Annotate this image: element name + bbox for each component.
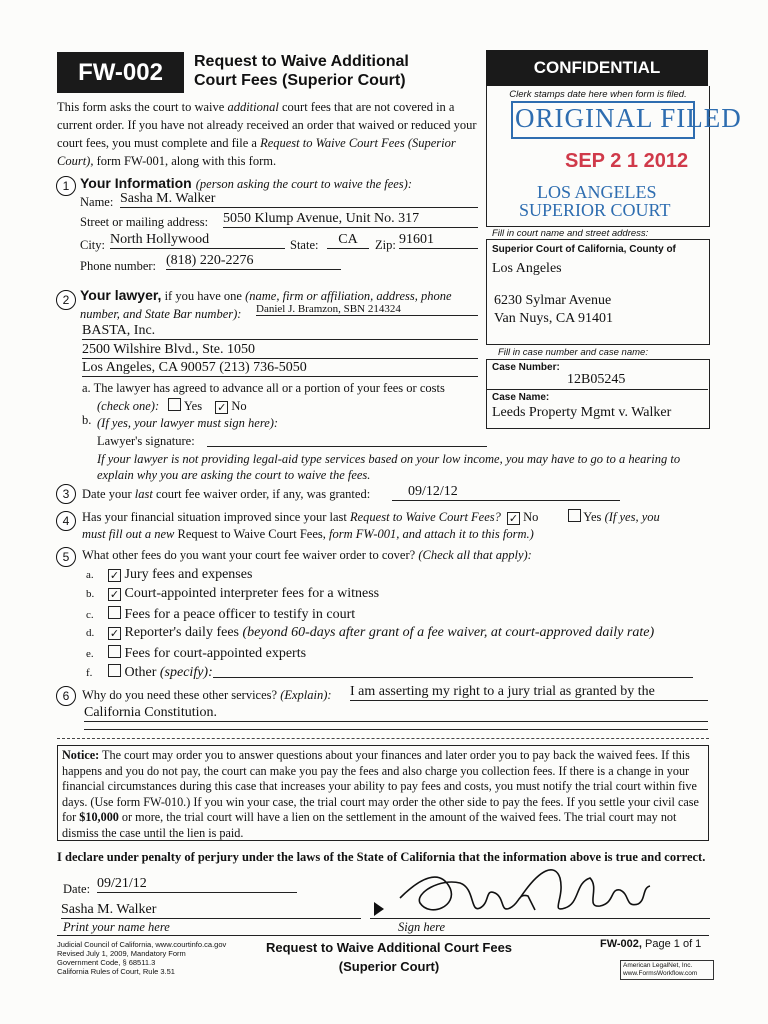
improved-no-label: No — [523, 510, 539, 524]
footer-title-line1: Request to Waive Additional Court Fees — [265, 940, 513, 955]
section2-title: Your lawyer, — [80, 287, 162, 303]
city-label: City: — [80, 238, 106, 252]
notice-box — [57, 745, 709, 841]
check-one-note: (check one): — [97, 399, 160, 413]
improved-yes-label: Yes — [583, 510, 602, 524]
section3-text-b: court fee waiver order, if any, was granted: — [152, 487, 371, 501]
fee-option-row[interactable] — [86, 606, 706, 625]
stamp-county-line1: LOS ANGELES — [537, 182, 657, 202]
sign-here-caption: Sign here — [398, 920, 446, 934]
name-field[interactable]: Sasha M. Walker — [120, 191, 478, 208]
section1-note: (person asking the court to waive the fees): — [195, 177, 413, 191]
yes-label: Yes — [183, 399, 203, 413]
state-field[interactable]: CA — [327, 232, 369, 249]
notice-divider — [57, 738, 709, 739]
notice-label: Notice: — [62, 748, 100, 762]
address-field[interactable]: 5050 Klump Avenue, Unit No. 317 — [223, 211, 478, 228]
print-name-caption: Print your name here — [63, 920, 170, 934]
fee-option-note: (specify): — [156, 664, 213, 680]
lawyer-sign-note: (If yes, your lawyer must sign here): — [97, 416, 279, 430]
section-number: 4 — [56, 511, 76, 531]
fee-option-note: (beyond 60-days after grant of a fee waiver, at court-approved daily rate) — [238, 625, 655, 641]
lawyer-signature-field[interactable] — [207, 446, 487, 447]
section4-text-italic: Request to Waive Court Fees? — [350, 510, 501, 524]
intro-text: This form asks the court to waive — [57, 100, 228, 114]
footer-page-number: Page 1 of 1 — [641, 938, 702, 950]
intro-text: court fees that are not covered in a current order. If you have not already received an order that waived or reduced your court fees, you must complete and file a — [57, 100, 477, 150]
lawyer-address1-field[interactable]: 2500 Wilshire Blvd., Ste. 1050 — [82, 342, 478, 359]
footer-title-line2: (Superior Court) — [338, 959, 440, 974]
form-title — [194, 52, 409, 90]
fee-option-letter: a. — [86, 569, 94, 581]
legal-aid-note: If your lawyer is not providing legal-aid type services based on your low income, you may have to go to a hearing to explain why you are asking the court to waive the fees. — [97, 452, 681, 482]
lawyer-name-field[interactable]: Daniel J. Bramzon, SBN 214324 — [256, 303, 478, 316]
section4-line2-italic-b: form FW-001, and attach it to this form.) — [325, 527, 534, 541]
phone-label: Phone number: — [80, 259, 157, 273]
fee-option-row[interactable] — [86, 586, 706, 605]
footer-rule — [57, 935, 709, 936]
section3-text-italic: last — [134, 487, 153, 501]
case-name-label: Case Name: — [492, 392, 550, 403]
fee-option-label: Other — [121, 664, 157, 680]
section-number: 5 — [56, 547, 76, 567]
section4-line2: Request to Waive Court Fees, — [174, 527, 326, 541]
improved-yes-note: (If yes, you — [604, 510, 660, 524]
section5-question: What other fees do you want your court fee waiver order to cover? — [82, 548, 416, 562]
lawyer-firm-field[interactable]: BASTA, Inc. — [82, 323, 478, 340]
footer-citation — [57, 940, 226, 976]
case-number-field[interactable]: 12B05245 — [567, 372, 626, 387]
section4-text — [82, 509, 702, 543]
explanation-field-line1[interactable]: I am asserting my right to a jury trial as granted by the — [350, 684, 708, 701]
footer-form-id: FW-002, — [600, 938, 642, 950]
phone-field[interactable]: (818) 220-2276 — [166, 253, 341, 270]
state-label: State: — [290, 238, 319, 252]
fee-option-row[interactable] — [86, 664, 706, 683]
no-checkbox[interactable]: ✓ — [217, 401, 227, 414]
fee-option-checkbox[interactable]: ✓ — [109, 627, 120, 641]
name-label: Name: — [80, 195, 114, 209]
footer-citation-line: Revised July 1, 2009, Mandatory Form — [57, 949, 186, 958]
form-title-line2: Court Fees (Superior Court) — [194, 72, 406, 89]
section6-text — [82, 688, 332, 703]
improved-no-checkbox[interactable]: ✓ — [508, 512, 519, 525]
handwritten-signature[interactable] — [380, 858, 680, 928]
notice-text: The court may order you to answer questions about your finances and later order you to pay back the waived fees. If this happens and you do not pay, the court can make you pay the fees and also charge you collection fees. If there is a change in your financial circumstances during this case that increases your ability to pay fees and costs, you must notify the trial court within five days. (Use form FW-010.) If you win your case, the trial court may order the other side to pay the fees. If you settle your civil case for — [62, 748, 699, 825]
fee-option-row[interactable] — [86, 567, 706, 586]
fee-option-letter: e. — [86, 647, 94, 660]
explanation-field-line2[interactable]: California Constitution. — [84, 705, 708, 722]
legalnet-name: American LegalNet, Inc. — [623, 962, 693, 969]
fee-option-checkbox[interactable] — [108, 606, 121, 619]
fee-option-checkbox[interactable]: ✓ — [109, 588, 120, 602]
notice-text: or more, the trial court will have a lien on the settlement in the amount of the waived fees. The trial court may not dismiss the case until the lien is paid. — [62, 810, 677, 840]
case-box-divider — [486, 389, 708, 390]
case-number-label: Case Number: — [492, 362, 560, 373]
stamp-original-filed: ORIGINAL FILED — [515, 103, 742, 133]
legalnet-badge — [620, 960, 714, 980]
last-waiver-date-field[interactable]: 09/12/12 — [392, 484, 620, 501]
lawyer-address2-field[interactable]: Los Angeles, CA 90057 (213) 736-5050 — [82, 360, 478, 377]
section4-line2-italic: must fill out a new — [82, 527, 175, 541]
case-fill-caption: Fill in case number and case name: — [498, 347, 648, 358]
fee-option-row[interactable] — [86, 645, 706, 664]
case-name-field[interactable]: Leeds Property Mgmt v. Walker — [492, 405, 672, 420]
section-number: 6 — [56, 686, 76, 706]
zip-label: Zip: — [375, 238, 396, 252]
intro-text-italic: additional — [227, 100, 279, 114]
printed-name-field[interactable]: Sasha M. Walker — [61, 902, 361, 919]
fee-option-letter: f. — [86, 666, 93, 679]
section6-question: Why do you need these other services? — [82, 688, 278, 702]
section-number: 1 — [56, 176, 76, 196]
fee-options-list — [86, 567, 706, 683]
footer-page — [600, 938, 701, 950]
improved-yes-checkbox[interactable] — [568, 509, 581, 522]
intro-text: form FW-001, along with this form. — [93, 154, 277, 168]
fee-option-label: Reporter's daily fees — [121, 625, 239, 641]
court-city[interactable]: Van Nuys, CA 91401 — [494, 311, 614, 326]
section2-note: (name, firm or affiliation, address, phone number, and State Bar number): — [80, 289, 452, 321]
fee-option-letter: b. — [86, 588, 95, 601]
section-number: 3 — [56, 484, 76, 504]
b-label: b. — [82, 413, 92, 427]
section6-note: (Explain): — [280, 688, 332, 702]
section2-text: if you have one — [161, 289, 246, 303]
fee-option-label: Court-appointed interpreter fees for a witness — [121, 586, 380, 602]
fee-option-letter: d. — [86, 627, 95, 640]
no-label: No — [231, 399, 247, 413]
footer-citation-line: Judicial Council of California, www.courtinfo.ca.gov — [57, 940, 227, 949]
fee-option-label: Fees for court-appointed experts — [121, 645, 307, 661]
address-label: Street or mailing address: — [80, 215, 209, 229]
notice-amount: $10,000 — [79, 810, 119, 825]
fee-option-row[interactable] — [86, 625, 706, 644]
lawyer-signature-label: Lawyer's signature: — [97, 434, 195, 448]
section4-text-a: Has your financial situation improved since your last — [82, 510, 350, 524]
court-heading: Superior Court of California, County of — [492, 244, 676, 255]
form-id: FW-002 — [57, 52, 184, 93]
fee-option-checkbox[interactable] — [108, 645, 121, 658]
court-street[interactable]: 6230 Sylmar Avenue — [494, 293, 612, 308]
fee-option-checkbox[interactable] — [108, 664, 121, 677]
stamp-county-line2: SUPERIOR COURT — [519, 200, 671, 220]
section5-text — [82, 548, 532, 563]
footer-citation-line: California Rules of Court, Rule 3.51 — [57, 967, 175, 976]
intro-form-name: Request to Waive Court Fees (Superior Court), — [57, 136, 456, 168]
date-label: Date: — [63, 882, 91, 896]
fee-option-label: Fees for a peace officer to testify in court — [121, 606, 356, 622]
legalnet-url: www.FormsWorkflow.com — [623, 970, 698, 977]
form-title-line1: Request to Waive Additional — [194, 53, 409, 70]
declaration-text: I declare under penalty of perjury under the laws of the State of California that the information above is true and correct. — [57, 850, 706, 864]
stamp-date: SEP 2 1 2012 — [565, 150, 689, 172]
city-field[interactable]: North Hollywood — [110, 232, 285, 249]
section-number: 2 — [56, 290, 76, 310]
zip-field[interactable]: 91601 — [399, 232, 478, 249]
court-county[interactable]: Los Angeles — [492, 261, 562, 276]
section1-title: Your Information — [80, 175, 192, 191]
lawyer-advance-text: a. The lawyer has agreed to advance all or a portion of your fees or costs — [82, 381, 445, 395]
confidential-banner: CONFIDENTIAL — [486, 50, 708, 86]
fee-option-label: Jury fees and expenses — [121, 567, 253, 582]
section5-note: (Check all that apply): — [418, 548, 532, 562]
clerk-stamp-caption: Clerk stamps date here when form is filed. — [509, 89, 687, 100]
fee-option-letter: c. — [86, 608, 94, 621]
footer-title — [244, 938, 534, 976]
section3-text — [82, 487, 370, 502]
lawyer-advance-options — [97, 398, 247, 414]
declaration-date-field[interactable]: 09/21/12 — [97, 876, 297, 893]
fee-option-checkbox[interactable]: ✓ — [109, 569, 120, 582]
yes-checkbox[interactable] — [168, 398, 181, 411]
other-specify-field[interactable] — [213, 665, 693, 678]
footer-citation-line: Government Code, § 68511.3 — [57, 958, 156, 967]
court-fill-caption: Fill in court name and street address: — [492, 228, 649, 239]
intro-paragraph — [57, 98, 477, 170]
section3-text-a: Date your — [82, 487, 135, 501]
explanation-field-line3[interactable] — [84, 729, 708, 730]
